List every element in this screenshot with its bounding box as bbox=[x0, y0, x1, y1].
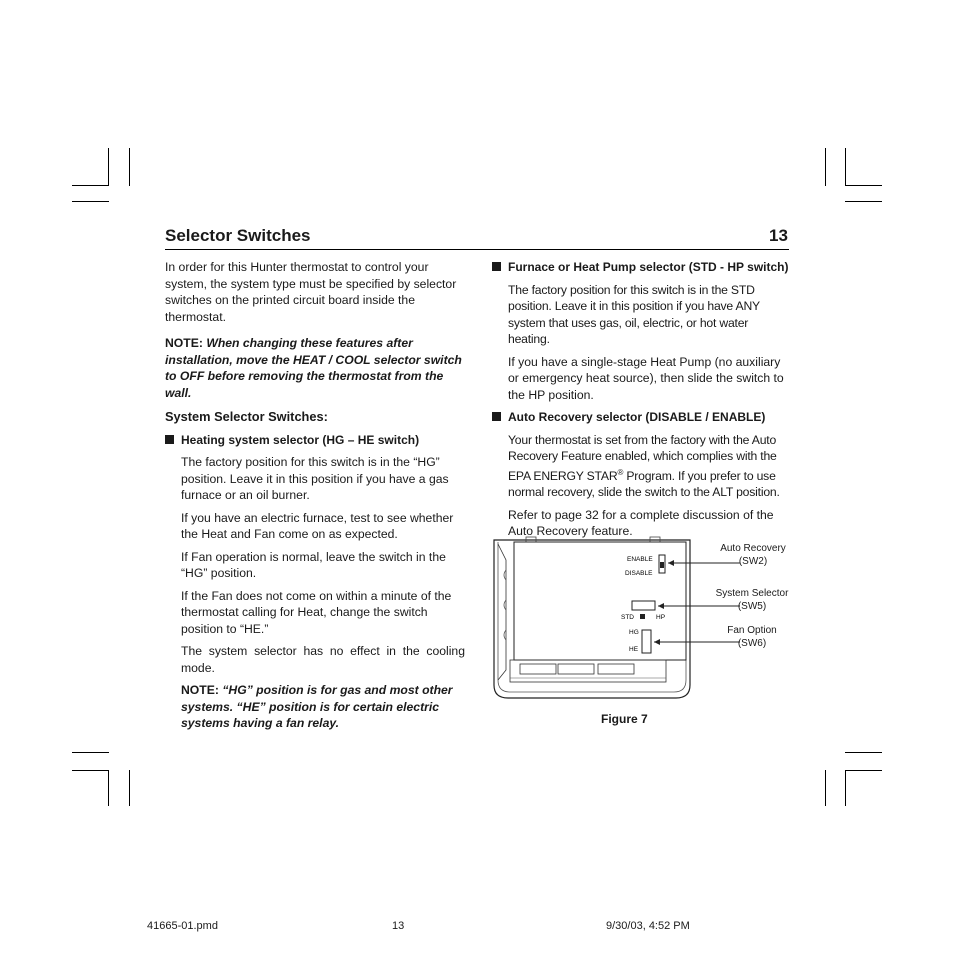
callout-text: (SW5) bbox=[737, 601, 767, 612]
subheading: System Selector Switches: bbox=[165, 409, 328, 424]
bullet-label: Furnace or Heat Pump selector (STD - HP switch) bbox=[508, 260, 789, 274]
note-installation bbox=[165, 335, 465, 401]
bullet-label: Heating system selector (HG – HE switch) bbox=[181, 432, 420, 447]
disable-label: DISABLE bbox=[625, 570, 653, 577]
footer-page: 13 bbox=[392, 920, 405, 932]
callout-sw2 bbox=[711, 542, 795, 568]
bullet-heating-selector bbox=[165, 432, 465, 449]
footer-timestamp: 9/30/03, 4:52 PM bbox=[606, 920, 690, 932]
paragraph: If the Fan does not come on within a minute of the thermostat calling for Heat, change the switch position to “HE.” bbox=[181, 588, 452, 636]
note-label: NOTE: bbox=[181, 683, 219, 697]
sw5-switch bbox=[632, 601, 655, 610]
callout-text: (SW6) bbox=[737, 638, 767, 649]
square-bullet-icon bbox=[492, 412, 501, 421]
paragraph-energy-star bbox=[508, 432, 790, 501]
callout-text: (SW2) bbox=[738, 556, 768, 567]
bullet-furnace-heatpump bbox=[492, 259, 790, 276]
note-text: “HG” position is for gas and most other systems. “HE” position is for certain electric systems having a fan relay. bbox=[181, 683, 453, 730]
page-number: 13 bbox=[769, 226, 788, 245]
section-title: Selector Switches bbox=[165, 226, 311, 245]
left-column bbox=[165, 259, 465, 738]
header-rule bbox=[165, 249, 789, 250]
paragraph: The factory position for this switch is in the STD position. Leave it in this position if you have ANY system that uses gas, oil, electric, or hot water heating. bbox=[508, 282, 760, 346]
square-bullet-icon bbox=[492, 262, 501, 271]
square-bullet-icon bbox=[165, 435, 174, 444]
text-part: Your thermostat is set from the factory with the Auto Recovery Feature enabled, which complies with the EPA ENERGY STAR bbox=[508, 432, 777, 483]
callout-text: Auto Recovery bbox=[720, 543, 786, 554]
paragraph: If Fan operation is normal, leave the switch in the “HG” position. bbox=[181, 549, 446, 580]
note-gas-systems bbox=[181, 682, 465, 732]
sw6-switch bbox=[642, 630, 651, 653]
paragraph: The system selector has no effect in the cooling mode. bbox=[181, 644, 465, 675]
hp-label: HP bbox=[656, 614, 666, 621]
bullet-label: Auto Recovery selector (DISABLE / ENABLE) bbox=[508, 410, 766, 424]
registered-mark: ® bbox=[617, 467, 624, 477]
figure-caption: Figure 7 bbox=[601, 712, 648, 726]
callout-sw5 bbox=[707, 587, 797, 613]
note-text: When changing these features after installation, move the HEAT / COOL selector switch to OFF before removing the thermostat from the wall. bbox=[165, 336, 462, 400]
paragraph: If you have an electric furnace, test to see whether the Heat and Fan come on as expected. bbox=[181, 510, 454, 541]
enable-label: ENABLE bbox=[627, 556, 653, 563]
text-part: Program. If you prefer to use normal recovery, slide the switch to the ALT position. bbox=[508, 468, 780, 500]
callout-text: Fan Option bbox=[727, 625, 777, 636]
paragraph: Refer to page 32 for a complete discussion of the Auto Recovery feature. bbox=[508, 507, 774, 539]
callout-sw6 bbox=[711, 624, 793, 650]
callout-text: System Selector bbox=[715, 588, 789, 599]
paragraph: The factory position for this switch is in the “HG” position. Leave it in this position if you have a gas furnace or an oil burner. bbox=[181, 455, 449, 502]
right-column bbox=[492, 259, 790, 546]
bullet-auto-recovery bbox=[492, 409, 790, 426]
he-label: HE bbox=[629, 646, 639, 653]
note-label: NOTE: bbox=[165, 336, 203, 350]
footer-file: 41665-01.pmd bbox=[147, 920, 218, 932]
hg-label: HG bbox=[629, 629, 639, 636]
intro-paragraph: In order for this Hunter thermostat to control your system, the system type must be specified by selector switches on the printed circuit board inside the thermostat. bbox=[165, 260, 457, 324]
std-label: STD bbox=[621, 614, 634, 621]
paragraph: If you have a single-stage Heat Pump (no auxiliary or emergency heat source), then slide the switch to the HP position. bbox=[508, 354, 784, 402]
